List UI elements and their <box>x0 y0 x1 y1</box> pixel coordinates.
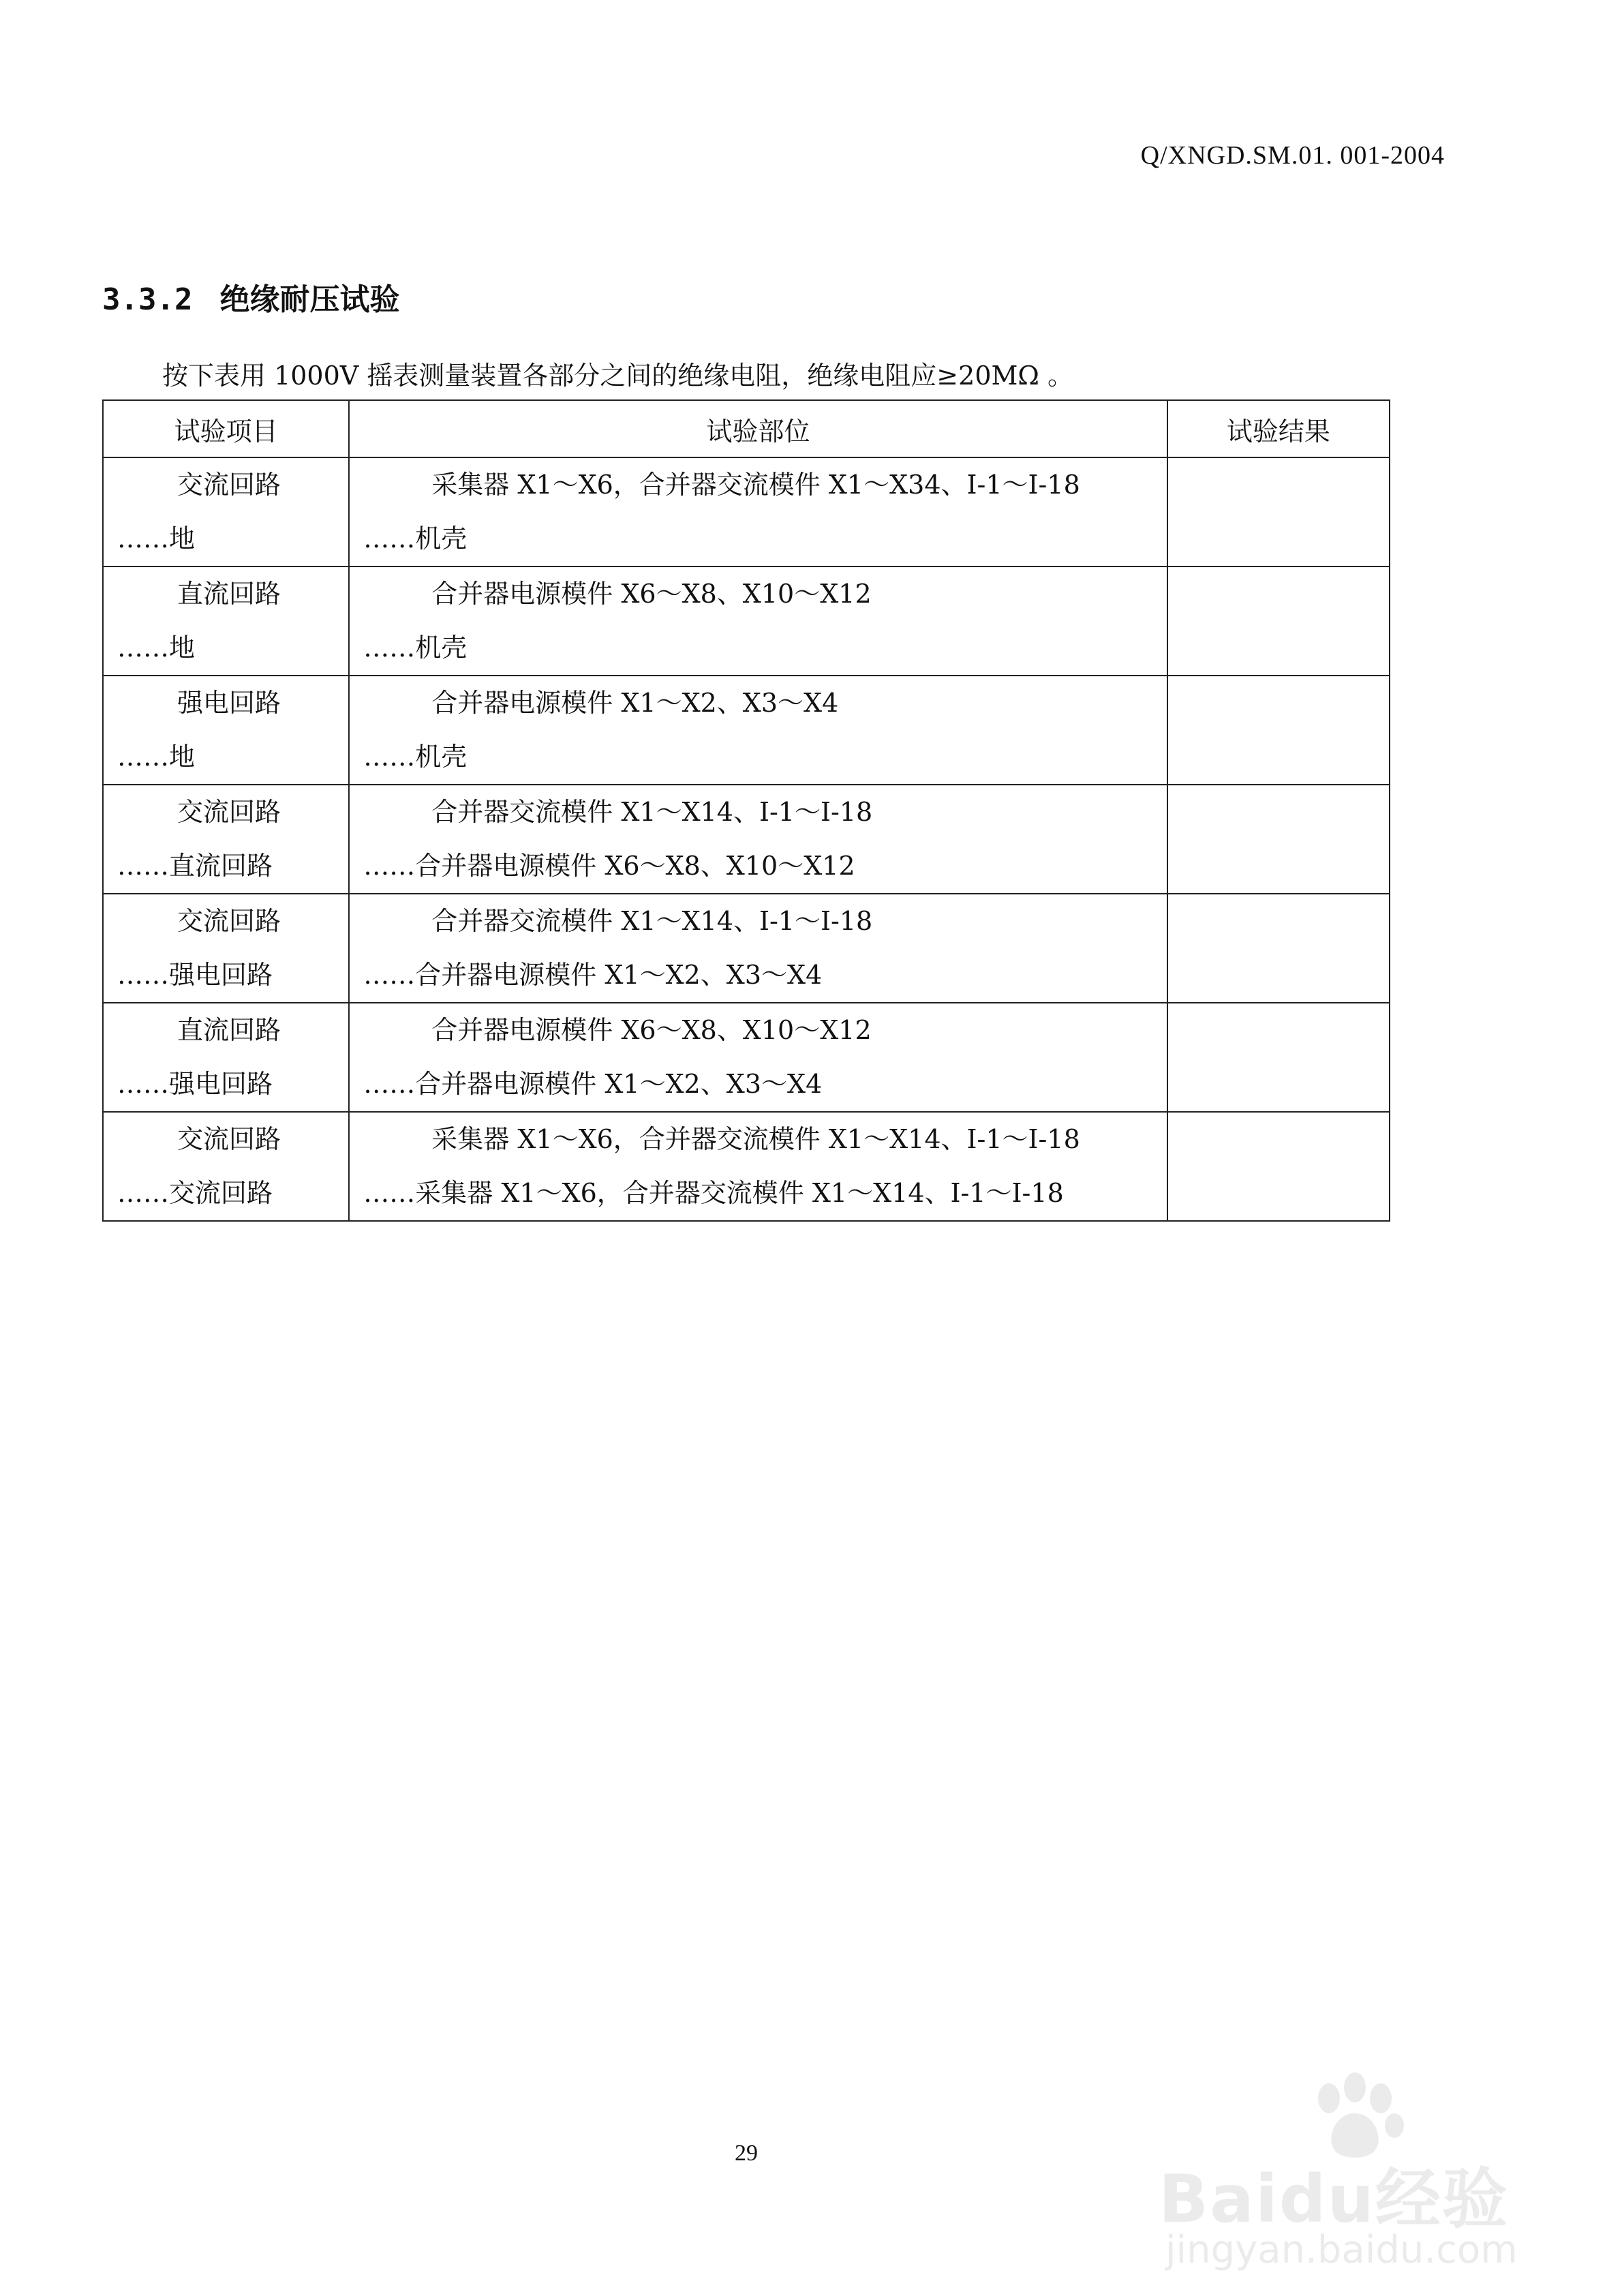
test-item-cell <box>103 1112 349 1221</box>
test-result-cell[interactable] <box>1167 676 1390 785</box>
section-number: 3.3.2 <box>102 282 193 317</box>
test-item-cell <box>103 1003 349 1112</box>
test-location-line: ……合并器电源模件 X1～X2、X3～X4 <box>363 960 823 990</box>
test-item-line: 直流回路 <box>177 579 281 609</box>
test-location-line: ……机壳 <box>363 742 468 772</box>
table-row <box>103 894 1390 1003</box>
page-number: 29 <box>735 2141 758 2166</box>
test-location-line: 合并器电源模件 X6～X8、X10～X12 <box>431 579 872 609</box>
header-test-result: 试验结果 <box>1167 400 1390 457</box>
test-location-line: 合并器电源模件 X1～X2、X3～X4 <box>431 688 839 718</box>
test-item-cell <box>103 894 349 1003</box>
test-result-cell[interactable] <box>1167 567 1390 676</box>
test-location-cell <box>349 1003 1167 1112</box>
test-item-line: ……交流回路 <box>117 1178 273 1208</box>
test-item-line: ……地 <box>117 633 196 663</box>
test-item-line: 强电回路 <box>177 688 281 718</box>
test-location-line: 合并器交流模件 X1～X14、I-1～I-18 <box>431 906 873 936</box>
table-row <box>103 785 1390 894</box>
section-title: 绝缘耐压试验 <box>219 282 400 317</box>
test-location-line: 采集器 X1～X6，合并器交流模件 X1～X14、I-1～I-18 <box>431 1124 1080 1154</box>
test-item-line: 直流回路 <box>177 1015 281 1045</box>
test-location-cell <box>349 567 1167 676</box>
header-test-location: 试验部位 <box>349 400 1167 457</box>
test-location-cell <box>349 785 1167 894</box>
header-test-item: 试验项目 <box>103 400 349 457</box>
test-item-line: ……直流回路 <box>117 851 273 881</box>
test-result-cell[interactable] <box>1167 894 1390 1003</box>
table-row <box>103 1003 1390 1112</box>
test-location-line: 合并器电源模件 X6～X8、X10～X12 <box>431 1015 872 1045</box>
test-location-line: ……合并器电源模件 X1～X2、X3～X4 <box>363 1069 823 1099</box>
table-row <box>103 1112 1390 1221</box>
test-location-cell <box>349 676 1167 785</box>
test-result-cell[interactable] <box>1167 1112 1390 1221</box>
test-location-cell <box>349 457 1167 567</box>
watermark-url: jingyan.baidu.com <box>1165 2228 1518 2272</box>
test-location-line: ……采集器 X1～X6，合并器交流模件 X1～X14、I-1～I-18 <box>363 1178 1064 1208</box>
intro-paragraph: 按下表用 1000V 摇表测量装置各部分之间的绝缘电阻，绝缘电阻应≥20MΩ 。 <box>162 361 1073 391</box>
test-location-line: 采集器 X1～X6，合并器交流模件 X1～X34、I-1～I-18 <box>431 470 1080 500</box>
test-item-cell <box>103 676 349 785</box>
test-item-cell <box>103 457 349 567</box>
table-row <box>103 676 1390 785</box>
test-item-line: 交流回路 <box>177 1124 281 1154</box>
test-location-line: ……机壳 <box>363 524 468 554</box>
table-row <box>103 457 1390 567</box>
test-result-cell[interactable] <box>1167 457 1390 567</box>
table-row <box>103 567 1390 676</box>
test-item-line: 交流回路 <box>177 906 281 936</box>
test-item-line: ……强电回路 <box>117 1069 273 1099</box>
section-heading <box>102 275 399 318</box>
test-item-line: ……强电回路 <box>117 960 273 990</box>
test-item-cell <box>103 785 349 894</box>
test-result-cell[interactable] <box>1167 1003 1390 1112</box>
test-location-cell <box>349 1112 1167 1221</box>
test-item-line: 交流回路 <box>177 470 281 500</box>
test-item-line: ……地 <box>117 524 196 554</box>
baidu-watermark <box>1159 2072 1540 2277</box>
watermark-brand: Baidu经验 <box>1159 2161 1509 2237</box>
test-item-line: ……地 <box>117 742 196 772</box>
test-location-line: ……合并器电源模件 X6～X8、X10～X12 <box>363 851 855 881</box>
test-item-cell <box>103 567 349 676</box>
test-location-line: ……机壳 <box>363 633 468 663</box>
document-code: Q/XNGD.SM.01. 001-2004 <box>1140 141 1445 170</box>
test-result-cell[interactable] <box>1167 785 1390 894</box>
test-location-line: 合并器交流模件 X1～X14、I-1～I-18 <box>431 797 873 827</box>
table-header-row <box>103 400 1390 457</box>
insulation-test-table <box>102 399 1390 1222</box>
test-item-line: 交流回路 <box>177 797 281 827</box>
test-location-cell <box>349 894 1167 1003</box>
